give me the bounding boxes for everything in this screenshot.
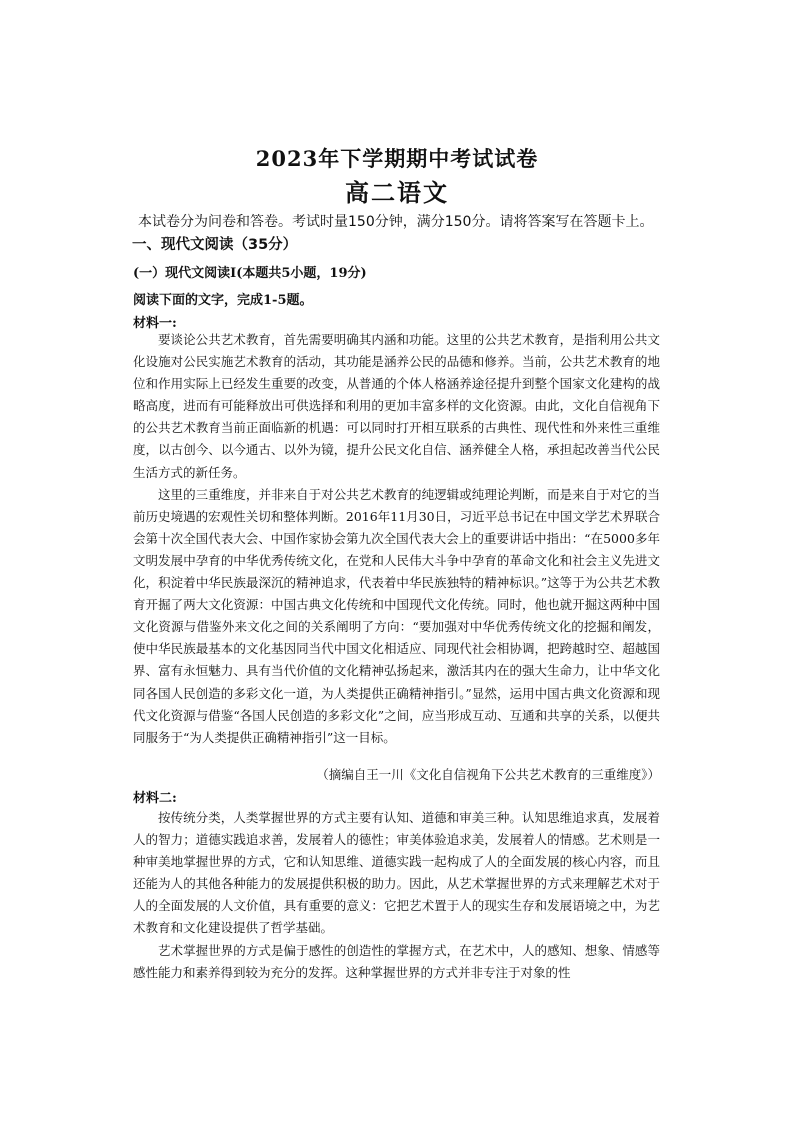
material-one-source: （摘编自王一川《文化自信视角下公共艺术教育的三重维度》） — [316, 767, 660, 782]
material-two-label: 材料二: — [133, 791, 177, 806]
paragraph: 按传统分类，人类掌握世界的方式主要有认知、道德和审美三种。认知思维追求真，发展着人的智力；道德实践追求善，发展着人的德性；审美体验追求美，发展着人的情感。艺术则是一种审美地掌握世界的方式，它和认知思维、道德实践一起构成了人的全面发展的核心内容，而且还能为人的其他各种能力的发展提供积极的助力。因此，从艺术掌握世界的方式来理解艺术对于人的全面发展的人文价值，具有重要的意义：它把艺术置于人的现实生存和发展语境之中，为艺术教育和文化建设提供了哲学基础。 — [133, 810, 660, 936]
paragraph: 这里的三重维度，并非来自于对公共艺术教育的纯逻辑或纯理论判断，而是来自于对它的当前历史境遇的宏观性关切和整体判断。2016年11月30日，习近平总书记在中国文学艺术界联合会第十次全国代表大会、中国作家协会第九次全国代表大会上的重要讲话中指出：“在5000多年文明发展中孕育的中华优秀传统文化，在党和人民伟大斗争中孕育的革命文化和社会主义先进文化，积淀着中华民族最深沉的精神追求，代表着中华民族独特的精神标识。”这等于为公共艺术教育开掘了两大文化资源：中国古典文化传统和中国现代文化传统。同时，他也就开掘这两种中国文化资源与借鉴外来文化之间的关系阐明了方向：“要加强对中华优秀传统文化的挖掘和阐发，使中华民族最基本的文化基因同当代中国文化相适应、同现代社会相协调，把跨越时空、超越国界、富有永恒魅力、具有当代价值的文化精神弘扬起来，激活其内在的强大生命力，让中华文化同各国人民创造的多彩文化一道，为人类提供正确精神指引。”显然，运用中国古典文化资源和现代文化资源与借鉴“各国人民创造的多彩文化”之间，应当形成互动、互通和共享的关系，以便共同服务于“为人类提供正确精神指引”这一目标。 — [133, 486, 660, 745]
section-heading: 一、现代文阅读（35分） — [132, 237, 298, 253]
reading-instruction: 阅读下面的文字，完成1-5题。 — [133, 293, 313, 308]
paragraph: 要谈论公共艺术教育，首先需要明确其内涵和功能。这里的公共艺术教育，是指利用公共文化设施对公民实施艺术教育的活动，其功能是涵养公民的品德和修养。当前，公共艺术教育的地位和作用实际上已经发生重要的改变，从普通的个体人格涵养途径提升到整个国家文化建构的战略高度，进而有可能释放出可供选择和利用的更加丰富多样的文化资源。由此，文化自信视角下的公共艺术教育当前正面临新的机遇：可以同时打开相互联系的古典性、现代性和外来性三重维度，以古创今、以今通古、以外为镜，提升公民文化自信、涵养健全人格，承担起改善当代公民生活方式的新任务。 — [133, 332, 660, 480]
subsection-heading: (一）现代文阅读Ⅰ(本题共5小题，19分) — [133, 266, 367, 281]
exam-subject: 高二语文 — [345, 178, 449, 207]
material-one-body — [133, 329, 660, 749]
exam-title: 2023年下学期期中考试试卷 — [255, 146, 539, 171]
material-two-body — [133, 807, 660, 984]
exam-instructions: 本试卷分为问卷和答卷。考试时量150分钟，满分150分。请将答案写在答题卡上。 — [138, 214, 654, 230]
material-one-label: 材料一: — [133, 316, 177, 331]
paragraph: 艺术掌握世界的方式是偏于感性的创造性的掌握方式，在艺术中，人的感知、想象、情感等感性能力和素养得到较为充分的发挥。这种掌握世界的方式并非专注于对象的性 — [133, 942, 660, 980]
